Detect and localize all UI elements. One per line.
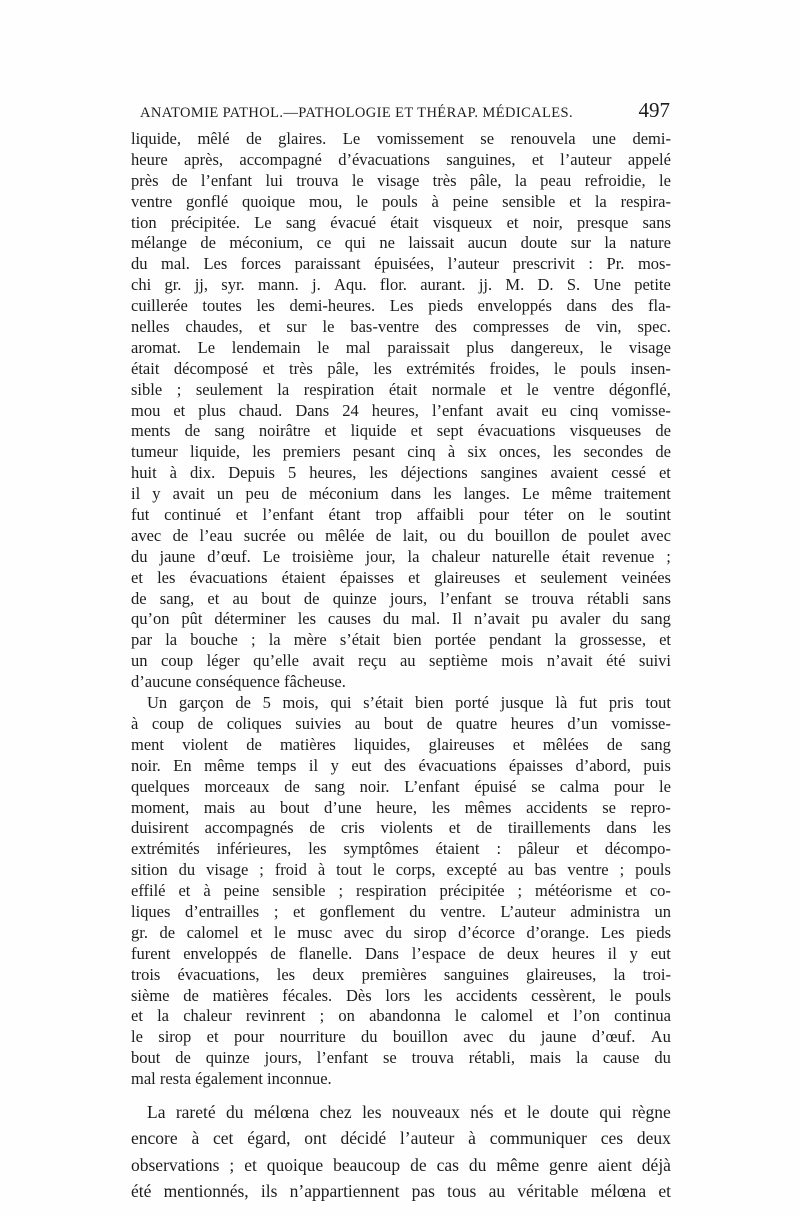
paragraph-1	[131, 129, 671, 693]
text-line: fut continué et l’enfant étant trop affaibli pour téter on le soutint	[131, 505, 671, 525]
text-line: aromat. Le lendemain le mal paraissait plus dangereux, le visage	[131, 337, 671, 357]
text-line: liquide, mêlé de glaires. Le vomissement se renouvela une demi-	[131, 129, 671, 148]
text-line: tion précipitée. Le sang évacué était visqueux et noir, presque sans	[131, 212, 671, 232]
text-line: à coup de coliques suivies au bout de quatre heures d’un vomisse-	[131, 713, 671, 733]
text-line: furent enveloppés de flanelle. Dans l’espace de deux heures il y eut	[131, 943, 671, 963]
text-line: ments de sang noirâtre et liquide et sept évacuations visqueuses de	[131, 421, 671, 441]
text-line: observations ; et quoique beaucoup de cas du même genre aient déjà	[131, 1154, 671, 1175]
text-line: noir. En même temps il y eut des évacuations épaisses d’abord, puis	[131, 755, 671, 775]
text-line: sième de matières fécales. Dès lors les accidents cessèrent, le pouls	[131, 985, 671, 1005]
text-line: gr. de calomel et le musc avec du sirop d’écorce d’orange. Les pieds	[131, 922, 671, 942]
text-line: bout de quinze jours, l’enfant se trouva rétabli, mais la cause du	[131, 1048, 671, 1068]
text-line: chi gr. jj, syr. mann. j. Aqu. flor. aurant. jj. M. D. S. Une petite	[131, 275, 671, 295]
page-number: 497	[638, 98, 670, 122]
text-line: liques d’entrailles ; et gonflement du ventre. L’auteur administra un	[131, 901, 671, 921]
text-line: extrémités inférieures, les symptômes étaient : pâleur et décompo-	[131, 839, 671, 859]
text-line: encore à cet égard, ont décidé l’auteur à communiquer ces deux	[131, 1128, 671, 1149]
text-line: mal resta également inconnue.	[131, 1069, 332, 1089]
text-line: et les évacuations étaient épaisses et glaireuses et seulement veinées	[131, 567, 671, 587]
text-line: moment, mais au bout d’une heure, les mêmes accidents se repro-	[131, 797, 671, 817]
text-line: huit à dix. Depuis 5 heures, les déjections sangines avaient cessé et	[131, 463, 671, 483]
text-line: ment violent de matières liquides, glaireuses et mêlées de sang	[131, 734, 671, 754]
text-line: sition du visage ; froid à tout le corps, excepté au bas ventre ; pouls	[131, 860, 671, 880]
text-line: de sang, et au bout de quinze jours, l’enfant se trouva rétabli sans	[131, 588, 671, 608]
text-line: près de l’enfant lui trouva le visage très pâle, la peau refroidie, le	[131, 170, 671, 190]
text-line: sible ; seulement la respiration était normale et le ventre dégonflé,	[131, 379, 671, 399]
text-line: La rareté du mélœna chez les nouveaux nés et le doute qui règne	[147, 1101, 671, 1122]
text-line: et la chaleur revinrent ; on abandonna le calomel et l’on continua	[131, 1006, 671, 1026]
text-line: nelles chaudes, et sur le bas-ventre des compresses de vin, spec.	[131, 317, 671, 337]
text-line: tumeur liquide, les premiers pesant cinq à six onces, les secondes de	[131, 442, 671, 462]
text-line: il y avait un peu de méconium dans les langes. Le même traitement	[131, 484, 671, 504]
text-line: ventre gonflé quoique mou, le pouls à peine sensible et la respira-	[131, 191, 671, 211]
running-title: ANATOMIE PATHOL.—PATHOLOGIE ET THÉRAP. MÉDICALES.	[140, 105, 574, 121]
body-text	[131, 129, 671, 1205]
text-line: du jaune d’œuf. Le troisième jour, la chaleur naturelle était revenue ;	[131, 546, 671, 566]
paragraph-3	[131, 1099, 671, 1205]
text-line: Un garçon de 5 mois, qui s’était bien porté jusque là fut pris tout	[147, 693, 671, 713]
page-header	[140, 98, 670, 124]
text-line: par la bouche ; la mère s’était bien portée pendant la grossesse, et	[131, 630, 671, 650]
paragraph-gap	[131, 1090, 671, 1099]
paragraph-2	[131, 693, 671, 1090]
text-line: mou et plus chaud. Dans 24 heures, l’enfant avait eu cinq vomisse-	[131, 400, 671, 420]
text-line: été mentionnés, ils n’appartiennent pas tous au véritable mélœna et	[131, 1181, 671, 1202]
text-line: du mal. Les forces paraissant épuisées, l’auteur prescrivit : Pr. mos-	[131, 254, 671, 274]
text-line: effilé et à peine sensible ; respiration précipitée ; météorisme et co-	[131, 881, 671, 901]
text-line: était décomposé et très pâle, les extrémités froides, le pouls insen-	[131, 358, 671, 378]
text-line: mélange de méconium, ce qui ne laissait aucun doute sur la nature	[131, 233, 671, 253]
text-line: cuillerée toutes les demi-heures. Les pieds enveloppés dans des fla-	[131, 296, 671, 316]
text-line: le sirop et pour nourriture du bouillon avec du jaune d’œuf. Au	[131, 1027, 671, 1047]
text-line: d’aucune conséquence fâcheuse.	[131, 672, 346, 692]
text-line: duisirent accompagnés de cris violents et de tiraillements dans les	[131, 818, 671, 838]
text-line: trois évacuations, les deux premières sanguines glaireuses, la troi-	[131, 964, 671, 984]
text-line: qu’on pût déterminer les causes du mal. Il n’avait pu avaler du sang	[131, 609, 671, 629]
text-line: avec de l’eau sucrée ou mêlée de lait, ou du bouillon de poulet avec	[131, 525, 671, 545]
text-line: un coup léger qu’elle avait reçu au septième mois n’avait été suivi	[131, 651, 671, 671]
text-line: quelques morceaux de sang noir. L’enfant épuisé se calma pour le	[131, 776, 671, 796]
text-line: heure après, accompagné d’évacuations sanguines, et l’auteur appelé	[131, 149, 671, 169]
